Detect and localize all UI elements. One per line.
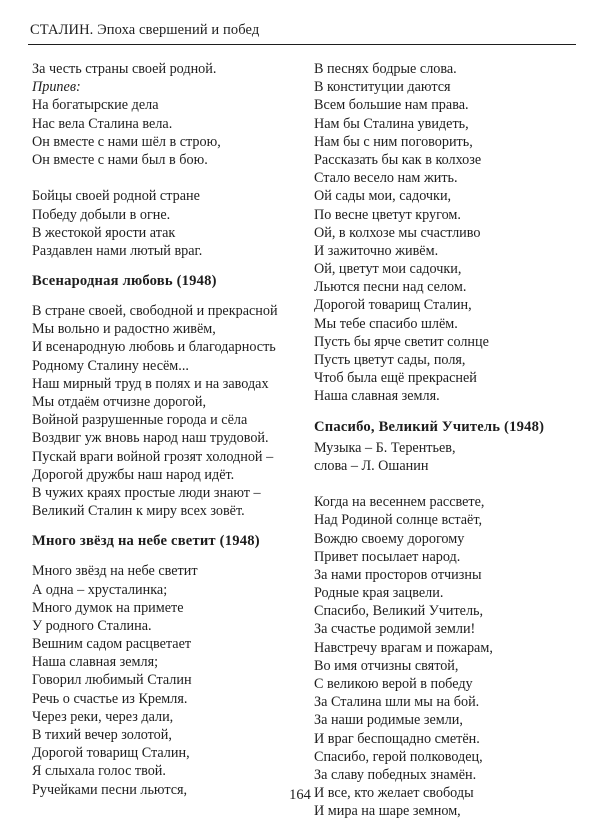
verse-line: Льются песни над селом. [314,279,467,296]
verse-line: В конституции даются [314,79,451,96]
page-number: 164 [289,787,311,803]
verse-line: В стране своей, свободной и прекрасной [32,303,278,320]
verse-line: Во имя отчизны святой, [314,657,459,674]
verse-line: И враг беспощадно сметён. [314,730,480,747]
verse-line: Через реки, через дали, [32,708,174,725]
verse-line: Мы тебе спасибо шлём. [314,315,458,332]
poem-credits: Музыка – Б. Терентьев, [314,439,456,456]
header-rule [28,44,576,45]
verse-line: Чтоб была ещё прекрасней [314,370,477,387]
verse-line: Дорогой товарищ Сталин, [314,297,472,314]
verse-line: Раздавлен нами лютый враг. [32,242,203,259]
right-column [314,60,584,821]
verse-line: За Сталина шли мы на бой. [314,694,480,711]
verse-line: И всенародную любовь и благодарность [32,339,276,356]
verse-line: Наша славная земля. [314,388,440,405]
verse-line: Наш мирный труд в полях и на заводах [32,375,269,392]
chorus-label: Припев: [32,79,81,96]
verse-line: Когда на весеннем рассвете, [314,494,485,511]
verse-line: С великою верой в победу [314,676,473,692]
verse-line: Он вместе с нами был в бою. [32,151,208,168]
verse-line: Спасибо, Великий Учитель, [314,603,484,620]
verse-line: Много звёзд на небе светит [32,563,198,580]
verse-line: А одна – хрусталинка; [32,581,168,598]
verse-line: На богатырские дела [32,97,159,114]
verse-line: Воздвиг уж вновь народ наш трудовой. [32,430,269,447]
verse-line: Ручейками песни льются, [32,781,188,798]
verse-line: Пусть цветут сады, поля, [314,352,466,368]
verse-line: Нам бы с ним поговорить, [314,133,473,150]
poem-title: Много звёзд на небе светит (1948) [32,533,260,550]
verse-line: Родному Сталину несём... [32,357,189,374]
verse-line: Пускай враги войной грозят холодной – [32,448,274,465]
verse-line: Нас вела Сталина вела. [32,115,173,132]
verse-line: По весне цветут кругом. [314,206,461,223]
verse-line: И все, кто желает свободы [314,785,474,802]
verse-line: Я слыхала голос твой. [32,763,166,780]
verse-line: Говорил любимый Сталин [32,672,192,689]
verse-line: И мира на шаре земном, [314,803,461,820]
verse-line: Ой, цветут мои садочки, [314,261,462,278]
verse-line: Бойцы своей родной стране [32,188,200,205]
verse-line: За славу победных знамён. [314,766,477,783]
verse-line: И зажиточно живём. [314,242,439,259]
verse-line: Навстречу врагам и пожарам, [314,639,493,656]
left-column [32,60,302,799]
verse-line: В тихий вечер золотой, [32,727,172,743]
verse-line: Речь о счастье из Кремля. [32,690,188,707]
verse-line: Спасибо, герой полководец, [314,748,483,765]
verse-line: Всем большие нам права. [314,97,469,114]
verse-line: Наша славная земля; [32,654,159,671]
verse-line: За честь страны своей родной. [32,61,217,77]
running-header: СТАЛИН. Эпоха свершений и побед [30,22,260,38]
verse-line: Нам бы Сталина увидеть, [314,115,469,132]
verse-line: Ой, в колхозе мы счастливо [314,224,481,241]
verse-line: Вождю своему дорогому [314,530,465,547]
verse-line: Мы вольно и радостно живём, [32,321,216,338]
poem-credits: слова – Л. Ошанин [314,457,429,474]
verse-line: Победу добыли в огне. [32,206,171,223]
verse-line: Родные края зацвели. [314,585,444,602]
verse-line: Мы отдаём отчизне дорогой, [32,394,207,410]
verse-line: Дорогой товарищ Сталин, [32,745,190,762]
verse-line: Великий Сталин к миру всех зовёт. [32,503,245,520]
verse-line: Пусть бы ярче светит солнце [314,333,489,350]
verse-line: Дорогой дружбы наш народ идёт. [32,466,235,483]
verse-line: Привет посылает народ. [314,548,461,565]
verse-line: Ой сады мои, садочки, [314,188,452,205]
poem-title: Всенародная любовь (1948) [32,273,217,290]
verse-line: Над Родиной солнце встаёт, [314,512,483,529]
verse-line: В чужих краях простые люди знают – [32,484,261,501]
verse-line: За наши родимые земли, [314,712,463,729]
verse-line: Стало весело нам жить. [314,170,458,187]
verse-line: Рассказать бы как в колхозе [314,151,482,168]
verse-line: За нами просторов отчизны [314,566,482,583]
verse-line: Вешним садом расцветает [32,636,192,653]
verse-line: Войной разрушенные города и сёла [32,412,248,429]
verse-line: В песнях бодрые слова. [314,61,457,77]
verse-line: В жестокой ярости атак [32,224,176,241]
verse-line: За счастье родимой земли! [314,621,476,638]
verse-line: У родного Сталина. [32,617,152,634]
verse-line: Много думок на примете [32,599,184,616]
poem-title: Спасибо, Великий Учитель (1948) [314,418,545,435]
verse-line: Он вместе с нами шёл в строю, [32,133,221,150]
